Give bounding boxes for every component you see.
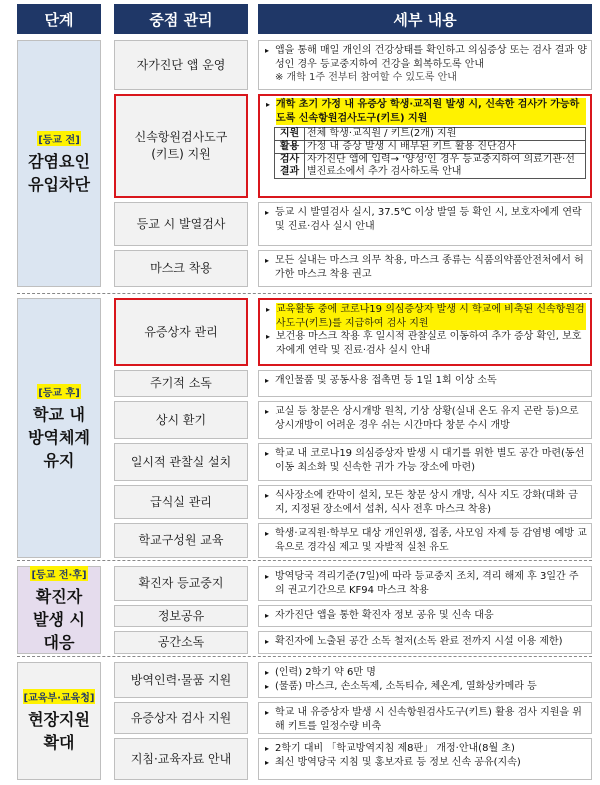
detail-text: 학교 내 유증상자 발생 시 신속항원검사도구(키트) 활용 검사 지원을 위해 키트를 일정수량 비축 — [275, 707, 582, 732]
kit-support-table — [274, 127, 586, 179]
detail-ventilation — [258, 401, 592, 439]
detail-text: 자가진단 앱을 통한 확진자 정보 공유 및 신속 대응 — [275, 610, 494, 621]
bullet-icon: ▸ — [266, 332, 271, 341]
item-disinfection: 주기적 소독 — [114, 370, 248, 397]
detail-text: 등교 시 발열검사 실시, 37.5℃ 이상 발열 등 확인 시, 보호자에게 연락 및 진료·검사 실시 안내 — [275, 207, 582, 232]
detail-text: 방역당국 격리기준(7일)에 따라 등교중지 조치, 격리 해제 후 3일간 주의 권고기간으로 KF94 마스크 착용 — [275, 571, 579, 596]
bullet-icon: ▸ — [266, 305, 271, 314]
detail-text: 보건용 마스크 착용 후 일시적 관찰실로 이동하여 추가 증상 확인, 보호자에게 연락 및 진료·검사 실시 안내 — [276, 331, 582, 356]
detail-text: 개학 초기 가정 내 유증상 학생·교직원 발생 시, 신속한 검사가 가능하도록 신속항원검사도구(키트) 지원 — [276, 98, 586, 125]
bullet-icon: ▸ — [265, 46, 270, 55]
stage-tag: [등교 전] — [37, 131, 81, 146]
divider — [17, 656, 592, 657]
bullet-icon: ▸ — [265, 256, 270, 265]
detail-observation-room — [258, 443, 592, 481]
divider — [17, 293, 592, 294]
header-details: 세부 내용 — [258, 4, 592, 34]
row-key: 검사 결과 — [275, 154, 305, 179]
bullet-icon: ▸ — [265, 668, 270, 677]
stage-field-support — [17, 662, 101, 780]
detail-space-disinfection — [258, 631, 592, 654]
stage-title: 학교 내 방역체계 유지 — [28, 405, 90, 470]
item-guidelines: 지침·교육자료 안내 — [114, 738, 248, 780]
item-mask: 마스크 착용 — [114, 250, 248, 287]
item-cafeteria: 급식실 관리 — [114, 485, 248, 519]
item-symptomatic-highlight — [114, 298, 248, 366]
detail-text: 교육활동 중에 코로나19 의심증상자 발생 시 학교에 비축된 신속항원검사도구(키트)를 지급하여 검사 지원 — [276, 304, 585, 329]
row-value: 자가진단 앱에 입력→ '양성'인 경우 등교중지하여 의료기관·선별진료소에서 추가 검사하도록 안내 — [305, 154, 586, 179]
detail-text: 최신 방역당국 지침 및 홍보자료 등 정보 신속 공유(지속) — [275, 756, 521, 768]
detail-guidelines — [258, 738, 592, 780]
table-row — [275, 141, 586, 154]
item-test-support: 유증상자 검사 지원 — [114, 702, 248, 734]
bullet-icon: ▸ — [265, 637, 270, 646]
bullet-icon: ▸ — [265, 572, 270, 581]
row-key: 활용 — [275, 141, 305, 154]
detail-note: ※ 개학 1주 전부터 참여할 수 있도록 안내 — [275, 72, 457, 83]
item-observation-room: 일시적 관찰실 설치 — [114, 443, 248, 481]
stage-tag: [등교 전·후] — [30, 566, 87, 581]
detail-text: 학생·교직원·학부모 대상 개인위생, 접종, 사모임 자제 등 감염병 예방 교육으로 경각심 제고 및 자발적 실천 유도 — [275, 528, 587, 553]
stage-confirmed-case — [17, 566, 101, 654]
detail-symptomatic — [258, 298, 592, 366]
detail-cafeteria — [258, 485, 592, 519]
bullet-icon: ▸ — [265, 757, 270, 767]
bullet-icon: ▸ — [265, 407, 270, 416]
bullet-icon: ▸ — [265, 208, 270, 217]
bullet-icon: ▸ — [266, 100, 271, 109]
bullet-icon: ▸ — [265, 744, 270, 753]
item-symptomatic: 유증상자 관리 — [114, 298, 248, 366]
detail-rapid-test-kit — [258, 94, 592, 198]
detail-attendance-stop — [258, 566, 592, 601]
detail-education — [258, 523, 592, 558]
detail-text: 교실 등 창문은 상시개방 원칙, 기상 상황(실내 온도 유지 곤란 등)으로 상시개방이 어려운 경우 쉬는 시간마다 창문 수시 개방 — [275, 406, 579, 431]
table-row — [275, 154, 586, 179]
item-education: 학교구성원 교육 — [114, 523, 248, 558]
item-rapid-test-kit-highlight — [114, 94, 248, 198]
detail-info-sharing — [258, 605, 592, 627]
detail-fever-check — [258, 202, 592, 246]
stage-tag: [등교 후] — [37, 384, 81, 399]
detail-text: 학교 내 코로나19 의심증상자 발생 시 대기를 위한 별도 공간 마련(동선 이동 최소화 및 신속한 귀가 가능 장소에 마련) — [275, 448, 585, 473]
item-attendance-stop: 확진자 등교중지 — [114, 566, 248, 601]
table-row — [275, 128, 586, 141]
detail-self-diagnosis-app — [258, 40, 592, 90]
detail-test-support — [258, 702, 592, 734]
header-focus: 중점 관리 — [114, 4, 248, 34]
stage-title: 현장지원 확대 — [28, 709, 90, 752]
bullet-icon: ▸ — [265, 529, 270, 538]
item-fever-check: 등교 시 발열검사 — [114, 202, 248, 246]
row-value: 가정 내 증상 발생 시 배부된 키트 활용 진단검사 — [305, 141, 586, 154]
row-key: 지원 — [275, 128, 305, 141]
item-ventilation: 상시 환기 — [114, 401, 248, 439]
detail-text: 개인물품 및 공동사용 접촉면 등 1일 1회 이상 소독 — [275, 375, 497, 386]
detail-mask — [258, 250, 592, 287]
item-info-sharing: 정보공유 — [114, 605, 248, 627]
detail-staff-supply — [258, 662, 592, 698]
item-staff-supply: 방역인력·물품 지원 — [114, 662, 248, 698]
divider — [17, 560, 592, 561]
bullet-icon: ▸ — [265, 376, 270, 385]
stage-pre-entry — [17, 40, 101, 287]
item-self-diagnosis-app: 자가진단 앱 운영 — [114, 40, 248, 90]
detail-text: (물품) 마스크, 손소독제, 소독티슈, 체온계, 열화상카메라 등 — [275, 680, 537, 692]
stage-title: 감염요인 유입차단 — [28, 152, 90, 194]
stage-tag: [교육부·교육청] — [23, 689, 96, 704]
item-rapid-test-kit: 신속항원검사도구 (키트) 지원 — [114, 94, 248, 198]
bullet-icon: ▸ — [265, 611, 270, 620]
detail-text: 모든 실내는 마스크 의무 착용, 마스크 종류는 식품의약품안전처에서 허가한 마스크 착용 권고 — [275, 255, 584, 280]
item-space-disinfection: 공간소독 — [114, 631, 248, 654]
bullet-icon: ▸ — [265, 449, 270, 458]
stage-title: 확진자 발생 시 대응 — [33, 587, 85, 652]
detail-text: 앱을 통해 매일 개인의 건강상태를 확인하고 의심증상 또는 검사 결과 양성인 경우 등교중지하여 건강을 회복하도록 안내 — [275, 45, 587, 70]
bullet-icon: ▸ — [265, 491, 270, 500]
stage-post-entry — [17, 298, 101, 558]
detail-text: 2학기 대비 「학교방역지침 제8판」 개정·안내(8월 초) — [275, 743, 515, 754]
detail-text: 식사장소에 칸막이 설치, 모든 창문 상시 개방, 식사 지도 강화(대화 금지, 지정된 장소에서 섭취, 식사 전후 마스크 착용) — [275, 490, 578, 515]
detail-text: (인력) 2학기 약 6만 명 — [275, 667, 376, 678]
row-value: 전체 학생·교직원 / 키트(2개) 지원 — [305, 128, 586, 141]
bullet-icon: ▸ — [265, 681, 270, 691]
header-stage: 단계 — [17, 4, 101, 34]
bullet-icon: ▸ — [265, 708, 270, 717]
detail-disinfection — [258, 370, 592, 397]
detail-text: 확진자에 노출된 공간 소독 철저(소독 완료 전까지 시설 이용 제한) — [275, 636, 563, 647]
